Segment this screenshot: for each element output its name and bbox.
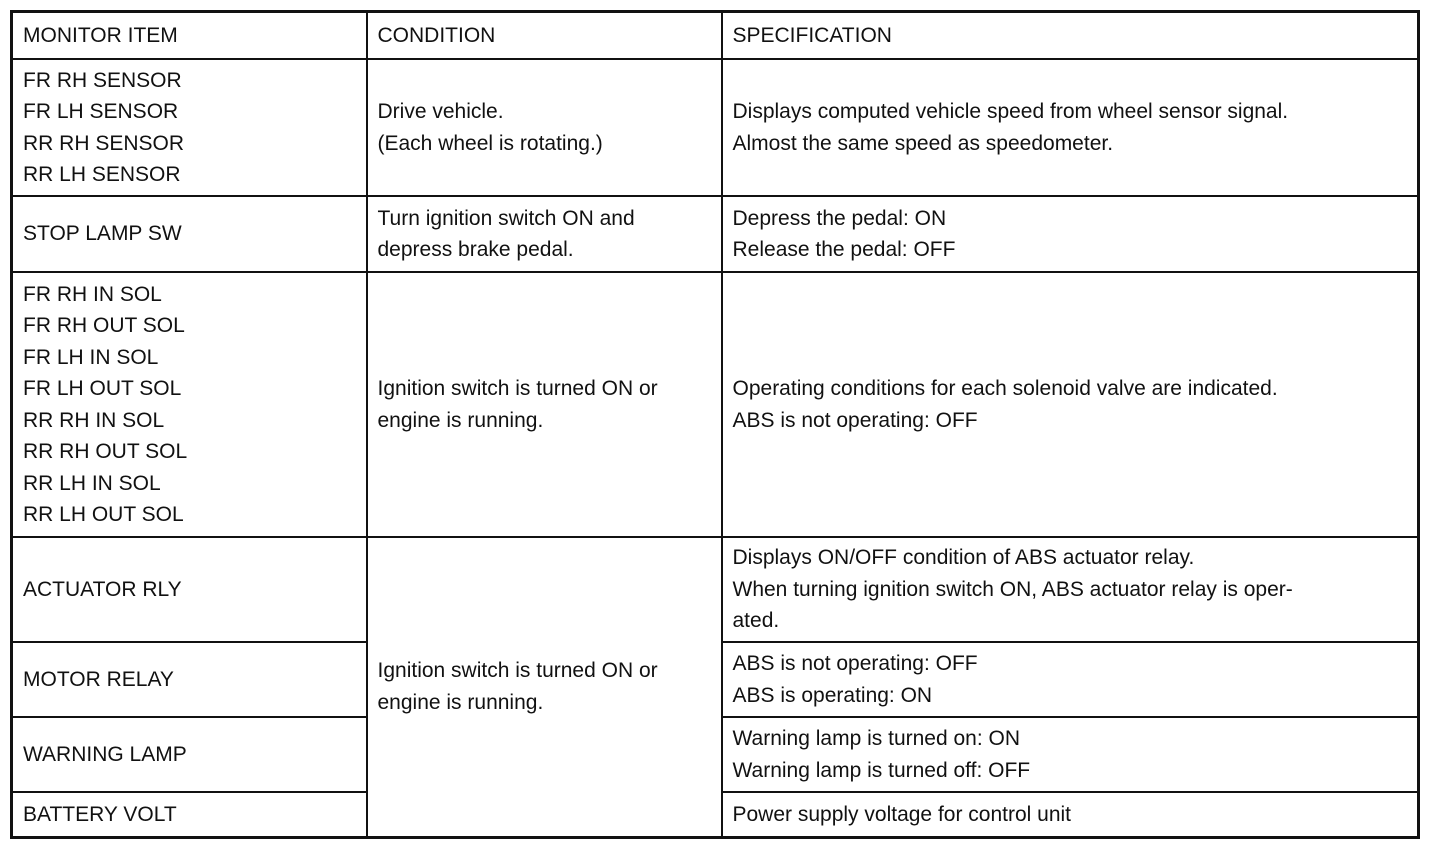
specification-text: Warning lamp is turned on: ON: [732, 727, 1021, 750]
specification-text: Almost the same speed as speedometer.: [732, 131, 1114, 155]
specification-cell: [722, 537, 1419, 642]
specification-text: ABS is not operating: OFF: [732, 652, 978, 675]
condition-text: (Each wheel is rotating.): [377, 131, 603, 155]
specification-cell: [722, 59, 1419, 196]
monitor-item: RR RH IN SOL: [23, 408, 165, 432]
monitor-spec-table: [10, 10, 1420, 839]
monitor-item: ACTUATOR RLY: [23, 577, 182, 601]
specification-text: ABS is not operating: OFF: [732, 408, 978, 432]
condition-cell: [367, 196, 722, 272]
table-row-actuator-rly: [12, 537, 1419, 642]
header-specification: SPECIFICATION: [722, 12, 1419, 60]
monitor-item: FR LH IN SOL: [23, 345, 159, 369]
monitor-item: FR RH SENSOR: [23, 68, 182, 92]
monitor-item: FR LH SENSOR: [23, 100, 179, 123]
condition-text: depress brake pedal.: [377, 238, 574, 261]
condition-cell: [367, 59, 722, 196]
specification-text: Operating conditions for each solenoid valve are indicated.: [732, 377, 1278, 400]
monitor-item: RR LH OUT SOL: [23, 503, 184, 526]
monitor-item-cell: [12, 537, 367, 642]
specification-text: ated.: [732, 609, 780, 633]
monitor-item-cell: [12, 196, 367, 272]
monitor-item: RR LH IN SOL: [23, 471, 161, 495]
specification-cell: [722, 272, 1419, 537]
monitor-item: FR LH OUT SOL: [23, 377, 182, 400]
monitor-item: WARNING LAMP: [23, 742, 187, 766]
monitor-item: RR RH SENSOR: [23, 131, 185, 155]
specification-cell: [722, 717, 1419, 792]
monitor-item: MOTOR RELAY: [23, 667, 174, 691]
condition-cell: [367, 272, 722, 537]
monitor-item: STOP LAMP SW: [23, 222, 182, 246]
monitor-item: FR RH IN SOL: [23, 282, 162, 306]
header-monitor-item: MONITOR ITEM: [12, 12, 367, 60]
specification-text: ABS is operating: ON: [732, 683, 933, 707]
specification-text: Displays ON/OFF condition of ABS actuator relay.: [732, 546, 1195, 570]
table-row-stop-lamp-sw: [12, 196, 1419, 272]
specification-text: Warning lamp is turned off: OFF: [732, 758, 1031, 782]
monitor-item-cell: [12, 59, 367, 196]
specification-text: Displays computed vehicle speed from wheel sensor signal.: [732, 100, 1289, 123]
monitor-item: BATTERY VOLT: [23, 802, 177, 826]
condition-text: Ignition switch is turned ON or: [377, 377, 658, 400]
condition-text: Ignition switch is turned ON or: [377, 659, 658, 683]
monitor-item-cell: [12, 717, 367, 792]
table-row-wheel-sensors: [12, 59, 1419, 196]
monitor-spec-table-wrapper: [10, 10, 1420, 838]
monitor-item: RR LH SENSOR: [23, 163, 181, 186]
header-row: [12, 12, 1419, 60]
condition-text: engine is running.: [377, 690, 544, 714]
monitor-item: RR RH OUT SOL: [23, 440, 188, 463]
monitor-item: FR RH OUT SOL: [23, 314, 185, 337]
header-condition: CONDITION: [367, 12, 722, 60]
specification-cell: [722, 642, 1419, 717]
monitor-item-cell: [12, 642, 367, 717]
condition-text: Drive vehicle.: [377, 100, 504, 123]
specification-cell: [722, 196, 1419, 272]
monitor-item-cell: [12, 792, 367, 837]
specification-text: Power supply voltage for control unit: [732, 802, 1072, 826]
specification-text: Release the pedal: OFF: [732, 238, 956, 261]
monitor-item-cell: [12, 272, 367, 537]
table-row-solenoids: [12, 272, 1419, 537]
condition-cell: [367, 537, 722, 837]
specification-text: When turning ignition switch ON, ABS actuator relay is oper-: [732, 577, 1293, 601]
specification-text: Depress the pedal: ON: [732, 206, 947, 230]
condition-text: engine is running.: [377, 408, 544, 432]
condition-text: Turn ignition switch ON and: [377, 206, 635, 230]
specification-cell: [722, 792, 1419, 837]
